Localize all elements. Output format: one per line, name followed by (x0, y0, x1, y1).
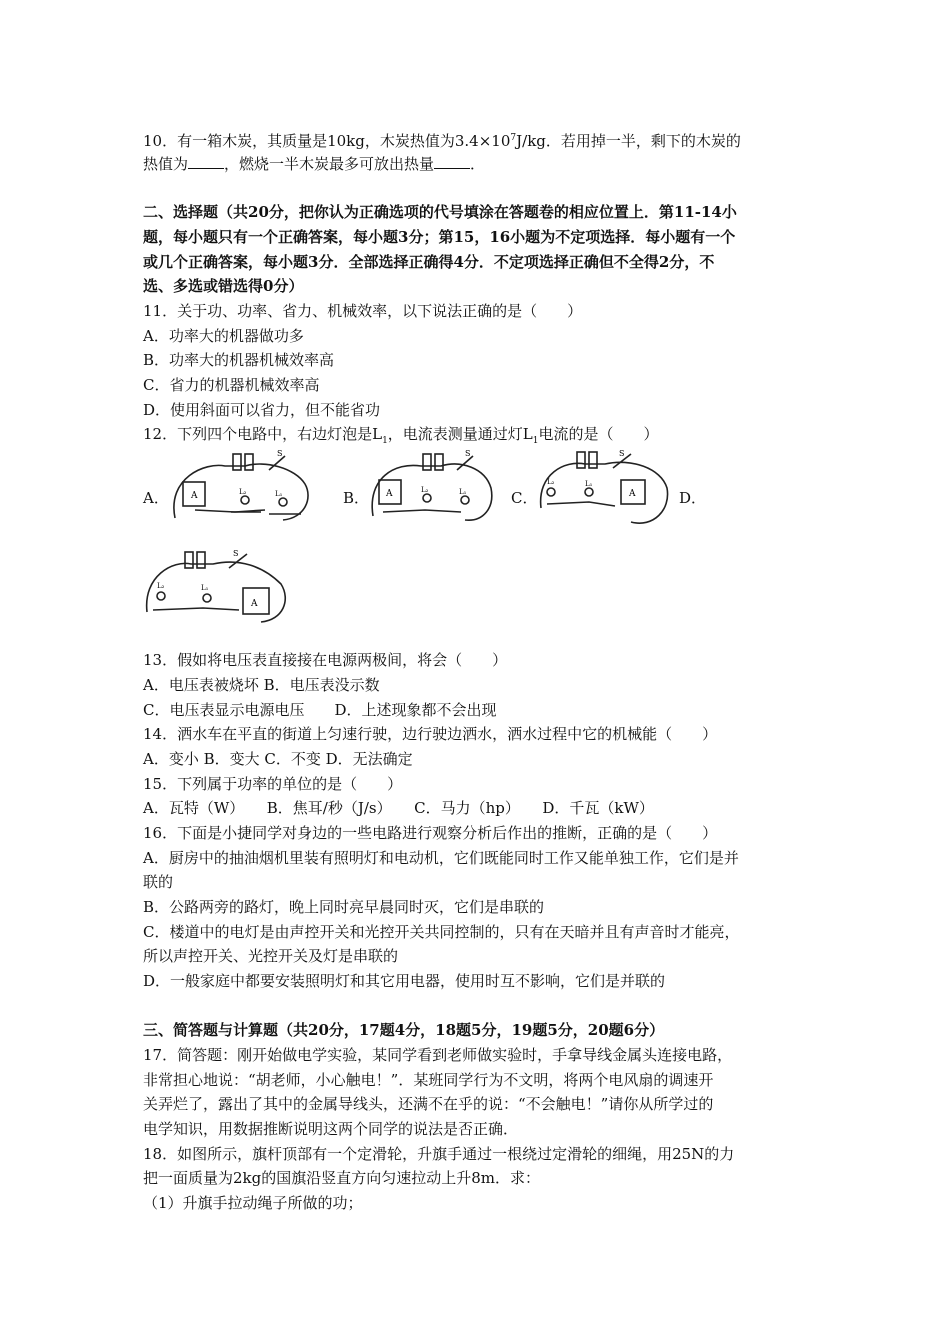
lamp-label: L₁ (459, 488, 467, 496)
q16-option-cont: 所以声控开关、光控开关及灯是串联的 (143, 947, 399, 965)
q16-option: B．公路两旁的路灯，晚上同时亮早晨同时灭，它们是串联的 (143, 898, 545, 916)
q14-options: A．变小 B．变大 C．不变 D．无法确定 (143, 750, 413, 768)
q15-options: A．瓦特（W） B．焦耳/秒（J/s） C．马力（hp） D．千瓦（kW） (143, 799, 654, 817)
q10-line-2 (143, 154, 485, 174)
q18-line: 18．如图所示，旗杆顶部有一个定滑轮，升旗手通过一根绕过定滑轮的细绳，用25N的力 (143, 1145, 735, 1163)
option-letter-c: C． (511, 489, 538, 507)
lamp-label: L₁ (275, 490, 283, 498)
q15-stem: 15．下列属于功率的单位的是（ ） (143, 775, 403, 793)
q11-option: B．功率大的机器机械效率高 (143, 351, 335, 369)
q12-text: 电流的是（ ） (538, 425, 659, 443)
q18-line: 把一面质量为2kg的国旗沿竖直方向匀速拉动上升8m．求： (143, 1169, 541, 1187)
option-letter-d: D． (679, 489, 707, 507)
section2-heading-line: 题，每小题只有一个正确答案，每小题3分；第15，16小题为不定项选择．每小题有一个 (143, 228, 736, 246)
switch-label: S (619, 449, 625, 458)
q11-option: C．省力的机器机械效率高 (143, 376, 320, 394)
q17-line: 电学知识，用数据推断说明这两个同学的说法是否正确． (143, 1120, 519, 1138)
q13-option: A．电压表被烧坏 B．电压表没示数 (143, 676, 380, 694)
q11-stem: 11．关于功、功率、省力、机械效率，以下说法正确的是（ ） (143, 302, 583, 320)
q16-option: D．一般家庭中都要安装照明灯和其它用电器，使用时互不影响，它们是并联的 (143, 972, 666, 990)
q16-option-cont: 联的 (143, 873, 174, 891)
q11-option: A．功率大的机器做功多 (143, 327, 304, 345)
answer-blank[interactable] (434, 154, 470, 169)
q17-line: 非常担心地说：“胡老师，小心触电！”．某班同学行为不文明，将两个电风扇的调速开 (143, 1071, 714, 1089)
q12-circuit-options (143, 448, 843, 538)
circuit-diagram-b (365, 448, 495, 530)
answer-blank[interactable] (188, 154, 224, 169)
lamp-label: L₁ (585, 480, 593, 488)
q12-stem (143, 424, 659, 451)
ammeter-label: A (386, 489, 393, 499)
q17-line: 17．简答题：刚开始做电学实验，某同学看到老师做实验时，手拿导线金属头连接电路， (143, 1046, 733, 1064)
q10-text-4: ． (470, 155, 486, 173)
q12-text: ，电流表测量通过灯L (387, 425, 533, 443)
q10-text-3: ，燃烧一半木炭最多可放出热量 (224, 155, 435, 173)
lamp-label: L₂ (239, 488, 247, 496)
q10-exponent: 7 (510, 133, 517, 143)
circuit-diagram-c (535, 448, 671, 530)
lamp-label: L₂ (547, 478, 555, 486)
q10-text-2: 热值为 (143, 155, 189, 173)
section2-heading-line: 或几个正确答案，每小题3分．全部选择正确得4分．不定项选择正确但不全得2分，不 (143, 253, 715, 271)
section2-heading-line: 二、选择题（共20分，把你认为正确选项的代号填涂在答题卷的相应位置上．第11-14小 (143, 203, 737, 221)
q10-text: 10．有一箱木炭，其质量是10kg，木炭热值为3.4×10 (143, 132, 511, 150)
q12-subscript: 1 (382, 436, 388, 446)
lamp-label: L₂ (421, 486, 429, 494)
circuit-diagram-a (165, 448, 313, 530)
q12-subscript: 1 (532, 436, 539, 446)
q17-line: 关弄烂了，露出了其中的金属导线头，还满不在乎的说：“不会触电！”请你从所学过的 (143, 1095, 714, 1113)
ammeter-label: A (251, 599, 258, 609)
q12-text: 12．下列四个电路中，右边灯泡是L (143, 425, 383, 443)
option-letter-a: A． (143, 489, 169, 507)
lamp-label: L₂ (157, 582, 165, 590)
lamp-label: L₁ (201, 584, 209, 592)
ammeter-label: A (191, 491, 198, 501)
switch-label: S (233, 549, 239, 558)
q11-option: D．使用斜面可以省力，但不能省功 (143, 401, 381, 419)
q18-subquestion: （1）升旗手拉动绳子所做的功； (143, 1194, 363, 1212)
q10-text-cont: J/kg．若用掉一半，剩下的木炭的 (516, 132, 741, 150)
q16-option: C．楼道中的电灯是由声控开关和光控开关共同控制的，只有在天暗并且有声音时才能亮， (143, 923, 740, 941)
q16-option: A．厨房中的抽油烟机里装有照明灯和电动机，它们既能同时工作又能单独工作，它们是并 (143, 849, 739, 867)
q13-stem: 13．假如将电压表直接接在电源两极间，将会（ ） (143, 651, 508, 669)
ammeter-label: A (629, 489, 636, 499)
q13-option: C．电压表显示电源电压 D．上述现象都不会出现 (143, 701, 497, 719)
q10-line-1 (143, 128, 741, 151)
q16-stem: 16．下面是小捷同学对身边的一些电路进行观察分析后作出的推断，正确的是（ ） (143, 824, 718, 842)
switch-label: S (465, 449, 471, 458)
switch-label: S (277, 449, 283, 458)
option-letter-b: B． (343, 489, 370, 507)
section3-heading: 三、简答题与计算题（共20分，17题4分，18题5分，19题5分，20题6分） (143, 1021, 665, 1039)
q14-stem: 14．洒水车在平直的街道上匀速行驶，边行驶边洒水，洒水过程中它的机械能（ ） (143, 725, 718, 743)
section2-heading-line: 选、多选或错选得0分） (143, 277, 304, 295)
circuit-diagram-d (143, 546, 293, 634)
